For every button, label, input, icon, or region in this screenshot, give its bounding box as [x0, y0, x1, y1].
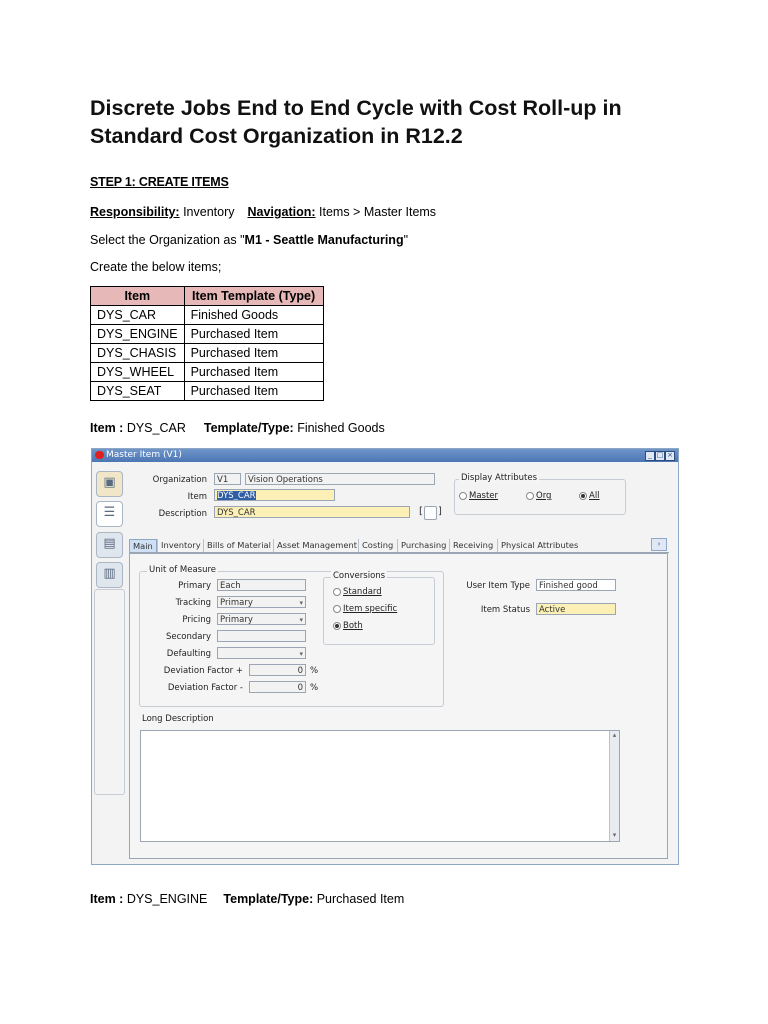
tab-costing[interactable]: Costing — [358, 539, 396, 552]
radio-icon — [459, 492, 467, 500]
dropdown-arrow-icon: ▾ — [299, 650, 303, 658]
flex-field-bracket: [ — [419, 506, 423, 517]
table-header-row — [91, 287, 324, 306]
dropdown-arrow-icon: ▾ — [299, 599, 303, 607]
table-cell: Purchased Item — [184, 344, 323, 363]
description-field[interactable]: DYS_CAR — [214, 506, 410, 518]
master-item-window — [91, 448, 679, 865]
secondary-uom-field[interactable] — [217, 630, 306, 642]
radio-icon — [526, 492, 534, 500]
navigation-label: Navigation: — [247, 205, 316, 219]
tab-inventory[interactable]: Inventory — [157, 539, 204, 552]
organization-name-field[interactable]: Vision Operations — [245, 473, 435, 485]
dropdown-arrow-icon: ▾ — [299, 616, 303, 624]
organization-code-field[interactable]: V1 — [214, 473, 241, 485]
table-header-template: Item Template (Type) — [184, 287, 323, 306]
item2-label: Item : — [90, 892, 124, 906]
radio-org[interactable]: Org — [526, 491, 551, 501]
step-heading: STEP 1: CREATE ITEMS — [90, 175, 229, 189]
item-status-field[interactable]: Active — [536, 603, 616, 615]
radio-selected-icon — [333, 622, 341, 630]
tracking-label: Tracking — [175, 598, 211, 608]
item2-value: DYS_ENGINE — [123, 892, 208, 906]
radio-both[interactable]: Both — [333, 621, 363, 631]
percent-sign: % — [310, 666, 319, 676]
attachment-icon[interactable]: ▤ — [96, 532, 123, 558]
tracking-select[interactable]: Primary ▾ — [217, 596, 306, 608]
radio-all[interactable]: All — [579, 491, 600, 501]
deviation-plus-field[interactable]: 0 — [249, 664, 306, 676]
table-row — [91, 344, 324, 363]
table-cell: DYS_WHEEL — [91, 363, 185, 382]
user-item-type-field[interactable]: Finished good — [536, 579, 616, 591]
select-org-line — [90, 232, 408, 248]
template1-label: Template/Type: — [203, 421, 294, 435]
flex-field-bracket-close: ] — [438, 506, 442, 517]
create-items-text: Create the below items; — [90, 260, 222, 274]
close-icon[interactable]: × — [665, 451, 675, 461]
deviation-minus-field[interactable]: 0 — [249, 681, 306, 693]
tab-receiving[interactable]: Receiving — [449, 539, 496, 552]
flex-field-button[interactable] — [424, 506, 437, 520]
list-icon[interactable]: ☰ — [96, 501, 123, 527]
tab-bills-of-material[interactable]: Bills of Material — [203, 539, 274, 552]
table-cell: DYS_SEAT — [91, 382, 185, 401]
display-attributes-title: Display Attributes — [461, 473, 537, 483]
navigation-value: Items > Master Items — [315, 205, 437, 219]
table-row — [91, 325, 324, 344]
select-org-value: M1 - Seattle Manufacturing — [244, 233, 404, 247]
responsibility-value: Inventory — [179, 205, 235, 219]
pricing-select[interactable]: Primary ▾ — [217, 613, 306, 625]
oracle-logo-icon — [95, 451, 104, 459]
table-cell: DYS_ENGINE — [91, 325, 185, 344]
item-label: Item — [187, 492, 207, 502]
main-tab-panel — [129, 553, 668, 859]
organization-label: Organization — [152, 475, 207, 485]
conversions-title: Conversions — [333, 571, 386, 581]
item1-value: DYS_CAR — [123, 421, 186, 435]
select-org-suffix: " — [403, 233, 409, 247]
table-cell: Finished Goods — [184, 306, 323, 325]
long-description-textarea[interactable] — [140, 730, 620, 842]
defaulting-select[interactable] — [217, 647, 306, 659]
tab-purchasing[interactable]: Purchasing — [397, 539, 449, 552]
responsibility-line — [90, 204, 436, 220]
radio-icon — [333, 605, 341, 613]
maximize-icon[interactable]: □ — [656, 451, 664, 459]
scroll-up-icon[interactable]: ▴ — [612, 731, 617, 739]
window-title-bar — [92, 449, 678, 462]
item1-line — [90, 420, 385, 436]
item-status-label: Item Status — [480, 605, 530, 615]
minimize-icon[interactable]: _ — [645, 451, 655, 461]
items-table — [90, 286, 324, 401]
document-title: Discrete Jobs End to End Cycle with Cost Roll-up in Standard Cost Organization in R12.2 — [90, 96, 622, 148]
vertical-scrollbar[interactable] — [609, 731, 619, 841]
table-cell: DYS_CAR — [91, 306, 185, 325]
radio-master[interactable]: Master — [459, 491, 498, 501]
radio-icon — [333, 588, 341, 596]
table-cell: DYS_CHASIS — [91, 344, 185, 363]
radio-item-specific[interactable]: Item specific — [333, 604, 397, 614]
scroll-down-icon[interactable]: ▾ — [612, 831, 617, 839]
user-item-type-label: User Item Type — [466, 581, 530, 591]
table-header-item: Item — [91, 287, 185, 306]
window-title: Master Item (V1) — [106, 450, 182, 460]
item-field[interactable] — [214, 489, 335, 501]
pricing-label: Pricing — [182, 615, 211, 625]
table-cell: Purchased Item — [184, 363, 323, 382]
tab-main[interactable]: Main — [129, 539, 157, 552]
deviation-minus-label: Deviation Factor - — [167, 683, 243, 693]
table-cell: Purchased Item — [184, 325, 323, 344]
template2-value: Purchased Item — [313, 892, 405, 906]
secondary-label: Secondary — [165, 632, 211, 642]
primary-label: Primary — [178, 581, 211, 591]
item1-label: Item : — [90, 421, 124, 435]
tab-bar — [129, 538, 669, 553]
unit-of-measure-title: Unit of Measure — [149, 565, 217, 575]
percent-sign: % — [310, 683, 319, 693]
tools-icon[interactable]: ▥ — [96, 562, 123, 588]
tab-asset-management[interactable]: Asset Management — [273, 539, 360, 552]
item2-line — [90, 891, 404, 907]
primary-uom-field[interactable]: Each — [217, 579, 306, 591]
defaulting-label: Defaulting — [166, 649, 211, 659]
radio-standard[interactable]: Standard — [333, 587, 382, 597]
description-label: Description — [158, 509, 207, 519]
tab-physical-attributes[interactable]: Physical Attributes — [497, 539, 581, 552]
template1-value: Finished Goods — [293, 421, 385, 435]
item-field-value: DYS_CAR — [217, 491, 256, 501]
table-row — [91, 363, 324, 382]
tab-scroll-right-icon[interactable]: › — [651, 538, 667, 551]
long-description-label: Long Description — [142, 714, 214, 724]
deviation-plus-label: Deviation Factor + — [163, 666, 243, 676]
responsibility-label: Responsibility: — [90, 205, 180, 219]
table-row — [91, 382, 324, 401]
table-row — [91, 306, 324, 325]
radio-selected-icon — [579, 492, 587, 500]
folder-icon[interactable]: ▣ — [96, 471, 123, 497]
table-cell: Purchased Item — [184, 382, 323, 401]
side-panel — [94, 589, 125, 795]
select-org-prefix: Select the Organization as " — [90, 233, 245, 247]
template2-label: Template/Type: — [223, 892, 314, 906]
